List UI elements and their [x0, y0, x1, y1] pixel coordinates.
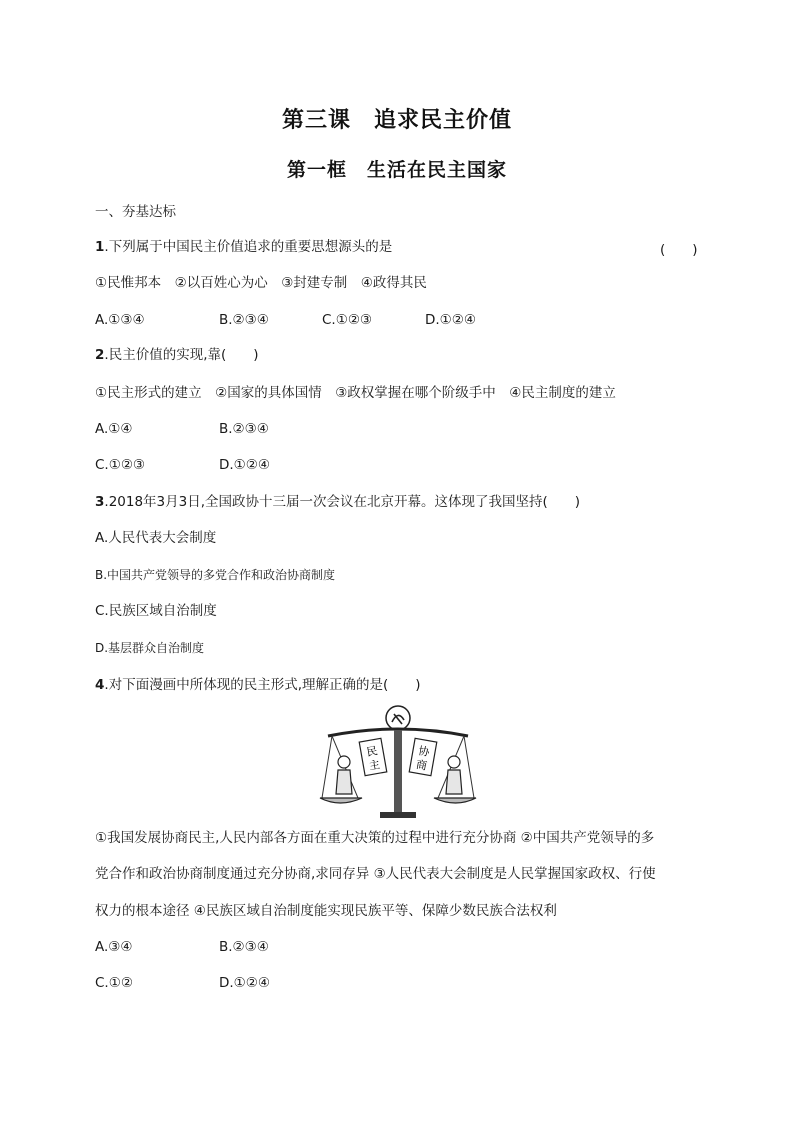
- question-4-items-line-2: 党合作和政治协商制度通过充分协商,求同存异 ③人民代表大会制度是人民掌握国家政权、行使: [95, 866, 656, 882]
- question-text: .2018年3月3日,全国政协十三届一次会议在北京开幕。这体现了我国坚持( ): [104, 494, 581, 510]
- option-b: B.②③④: [219, 421, 269, 437]
- option-d: D.①②④: [425, 312, 476, 328]
- question-4-items-line-3: 权力的根本途径 ④民族区域自治制度能实现民族平等、保障少数民族合法权利: [95, 903, 557, 919]
- question-2-stem: [95, 346, 259, 364]
- sign-right-char-1: 协: [417, 744, 431, 759]
- cartoon-balance-scale: [318, 700, 478, 820]
- option-a: A.①③④: [95, 312, 145, 328]
- section-title: 第一框 生活在民主国家: [286, 159, 507, 181]
- option-b: B.中国共产党领导的多党合作和政治协商制度: [95, 568, 336, 582]
- question-text: .下列属于中国民主价值追求的重要思想源头的是: [104, 239, 393, 255]
- left-person-icon: [338, 756, 350, 768]
- question-text: .民主价值的实现,靠( ): [104, 347, 259, 363]
- option-c: C.①②③: [95, 457, 146, 473]
- question-3-stem: [95, 493, 580, 511]
- lesson-title: 第三课 追求民主价值: [281, 108, 512, 133]
- option-c: C.民族区域自治制度: [95, 603, 217, 619]
- option-a: A.①④: [95, 421, 133, 437]
- option-c: C.①②③: [322, 312, 373, 328]
- option-d: D.①②④: [219, 457, 270, 473]
- right-person-icon: [448, 756, 460, 768]
- option-c: C.①②: [95, 975, 133, 991]
- question-number: 2: [95, 347, 105, 363]
- question-number: 3: [95, 494, 105, 510]
- scale-base: [380, 812, 416, 818]
- question-text: .对下面漫画中所体现的民主形式,理解正确的是( ): [104, 677, 421, 693]
- sign-left-char-2: 主: [367, 758, 382, 773]
- option-a: A.人民代表大会制度: [95, 530, 217, 546]
- section-heading: 一、夯基达标: [95, 204, 176, 220]
- left-pan: [320, 798, 362, 803]
- scale-post: [394, 730, 402, 816]
- question-4-stem: [95, 676, 421, 694]
- option-b: B.②③④: [219, 939, 269, 955]
- answer-paren: ( ): [660, 242, 698, 258]
- question-2-items: ①民主形式的建立 ②国家的具体国情 ③政权掌握在哪个阶级手中 ④民主制度的建立: [95, 385, 616, 401]
- option-a: A.③④: [95, 939, 133, 955]
- sign-left-char-1: 民: [365, 744, 379, 759]
- question-number: 4: [95, 677, 105, 693]
- sign-right-char-2: 商: [414, 758, 429, 773]
- question-number: 1: [95, 239, 105, 255]
- question-1-stem: [95, 238, 392, 256]
- option-b: B.②③④: [219, 312, 269, 328]
- option-d: D.基层群众自治制度: [95, 641, 205, 655]
- question-1-items: ①民惟邦本 ②以百姓心为心 ③封建专制 ④政得其民: [95, 275, 427, 291]
- option-d: D.①②④: [219, 975, 270, 991]
- right-pan: [434, 798, 476, 803]
- question-4-items-line-1: ①我国发展协商民主,人民内部各方面在重大决策的过程中进行充分协商 ②中国共产党领导的多: [95, 830, 655, 846]
